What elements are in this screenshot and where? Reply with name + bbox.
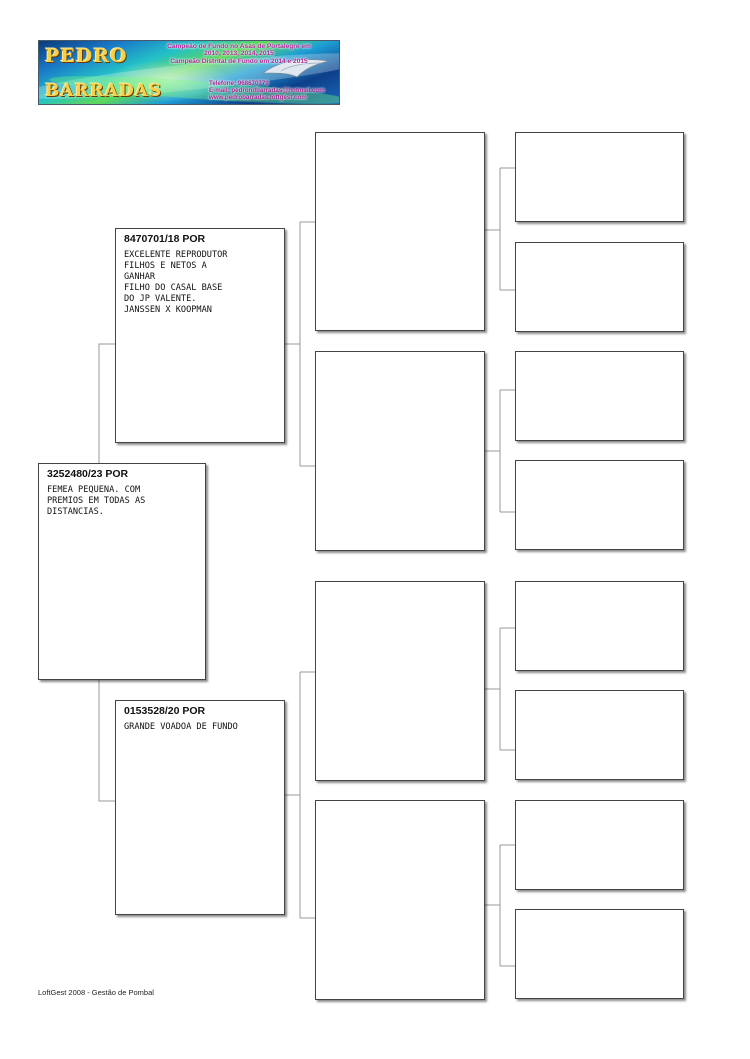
- pigeon-card-sire: [115, 228, 285, 443]
- connector-line: [99, 680, 115, 801]
- pigeon-card-dam: [115, 700, 285, 915]
- logo-last-name: BARRADAS: [45, 81, 163, 101]
- pigeon-card-great-grandparent: [515, 351, 684, 441]
- banner-website: www.pedrobarradas.loftgest.com: [209, 93, 307, 101]
- logo-first-name: PEDRO: [45, 45, 128, 67]
- pigeon-card-great-grandparent: [515, 800, 684, 890]
- ring-number: 8470701/18 POR: [124, 233, 206, 245]
- pigeon-card-great-grandparent: [515, 581, 684, 671]
- pigeon-card-great-grandparent: [515, 909, 684, 999]
- pigeon-card-subject: [38, 463, 206, 680]
- pigeon-card-grandparent: [315, 581, 485, 781]
- banner-email: E-mail: pedrondbarradas@hotmail.com: [209, 86, 325, 94]
- banner-phone: Telefone: 968670779: [209, 80, 269, 87]
- pigeon-card-great-grandparent: [515, 690, 684, 780]
- pigeon-card-grandparent: [315, 800, 485, 1000]
- ring-number: 0153528/20 POR: [124, 705, 206, 717]
- pigeon-card-great-grandparent: [515, 132, 684, 222]
- footer-credit: LoftGest 2008 - Gestão de Pombal: [38, 988, 154, 997]
- pigeon-notes: GRANDE VOADOA DE FUNDO: [124, 722, 238, 732]
- pigeon-card-grandparent: [315, 132, 485, 331]
- pigeon-notes: FEMEA PEQUENA. COM PREMIOS EM TODAS AS DISTANCIAS.: [47, 485, 146, 517]
- pigeon-card-grandparent: [315, 351, 485, 551]
- connector-line: [99, 344, 115, 463]
- pigeon-notes: EXCELENTE REPRODUTOR FILHOS E NETOS A GANHAR FILHO DO CASAL BASE DO JP VALENTE. JANSSEN X KOOPMAN: [124, 250, 228, 315]
- banner-title-line: Campeão de Fundo no Asas de Portalegre em: [167, 43, 311, 50]
- banner-title-line: 2010, 2013, 2014, 2015: [204, 50, 274, 58]
- banner-title-line: Campeão Distrital de Fundo em 2014 e 2015: [170, 57, 308, 65]
- pigeon-card-great-grandparent: [515, 460, 684, 550]
- pigeon-card-great-grandparent: [515, 242, 684, 332]
- ring-number: 3252480/23 POR: [47, 468, 129, 480]
